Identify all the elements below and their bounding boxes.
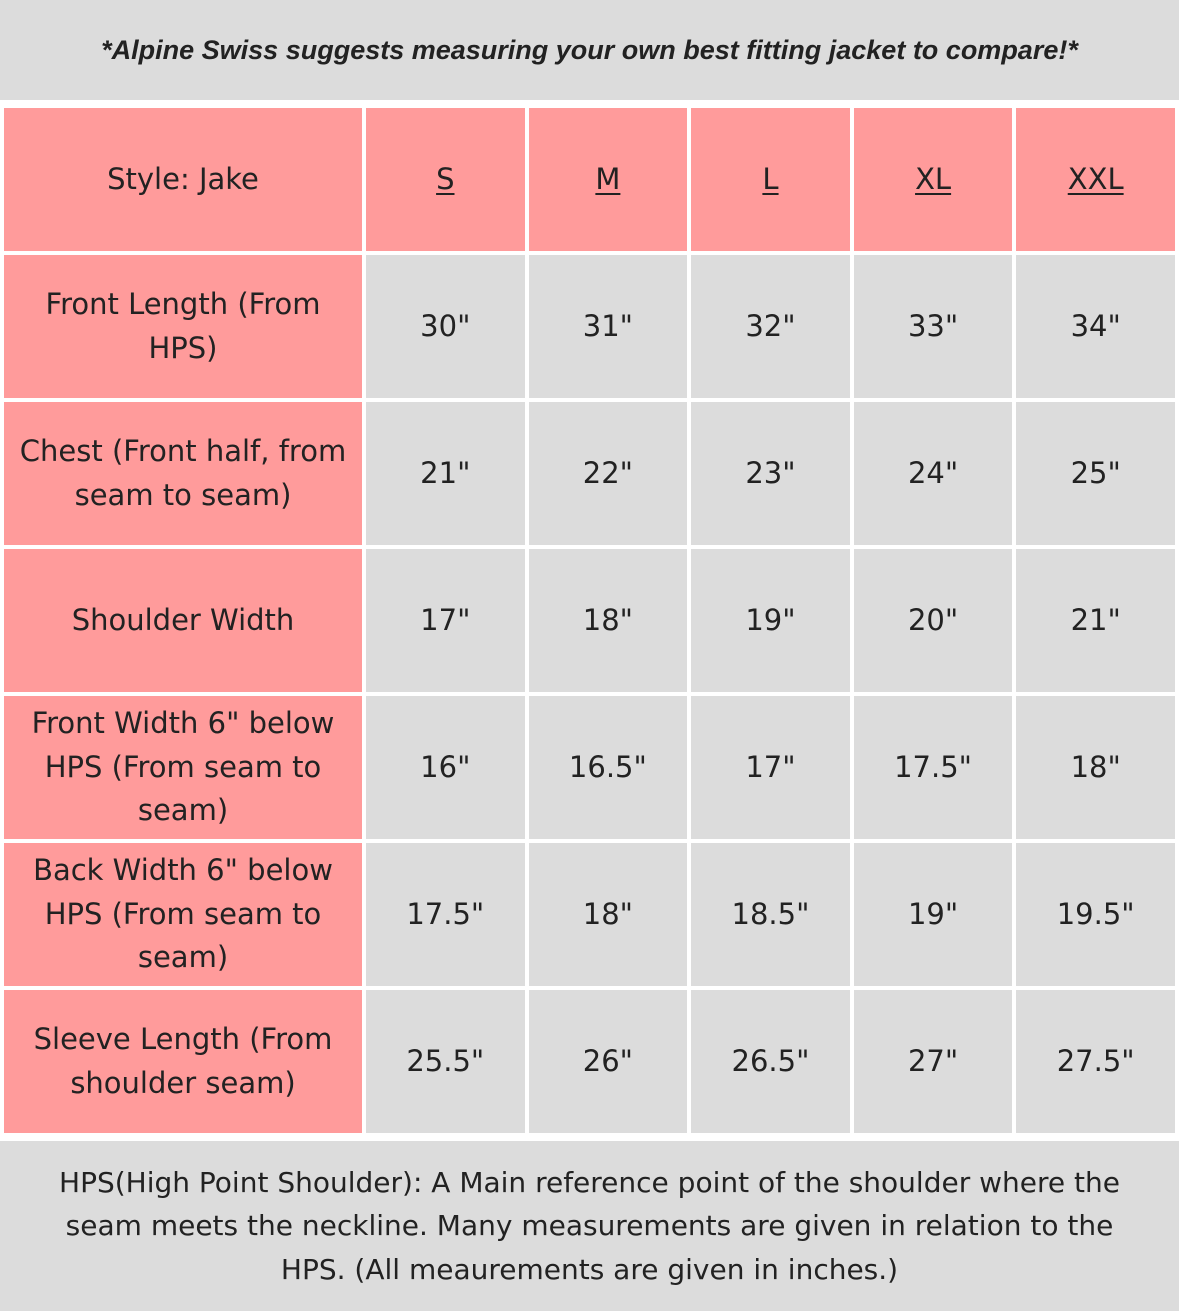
table-cell: 22" — [527, 400, 690, 547]
table-cell: 19.5" — [1014, 841, 1177, 988]
table-cell: 17.5" — [364, 841, 527, 988]
table-cell: 25.5" — [364, 988, 527, 1135]
table-cell: 21" — [364, 400, 527, 547]
size-header-l: L — [689, 106, 852, 253]
size-header-xl: XL — [852, 106, 1015, 253]
table-cell: 30" — [364, 253, 527, 400]
table-cell: 19" — [852, 841, 1015, 988]
size-header-m: M — [527, 106, 690, 253]
table-cell: 17" — [689, 694, 852, 841]
table-row — [2, 253, 1177, 400]
size-header-s: S — [364, 106, 527, 253]
table-row — [2, 988, 1177, 1135]
size-table — [0, 104, 1179, 1137]
table-cell: 24" — [852, 400, 1015, 547]
table-cell: 26.5" — [689, 988, 852, 1135]
table-cell: 34" — [1014, 253, 1177, 400]
table-cell: 27.5" — [1014, 988, 1177, 1135]
table-cell: 16" — [364, 694, 527, 841]
table-cell: 21" — [1014, 547, 1177, 694]
table-row — [2, 400, 1177, 547]
row-label: Back Width 6" below HPS (From seam to seam) — [2, 841, 364, 988]
table-row — [2, 694, 1177, 841]
table-cell: 20" — [852, 547, 1015, 694]
table-cell: 26" — [527, 988, 690, 1135]
table-cell: 27" — [852, 988, 1015, 1135]
table-cell: 31" — [527, 253, 690, 400]
table-row — [2, 547, 1177, 694]
table-row — [2, 841, 1177, 988]
row-label: Front Width 6" below HPS (From seam to seam) — [2, 694, 364, 841]
table-cell: 16.5" — [527, 694, 690, 841]
table-cell: 18" — [527, 841, 690, 988]
size-header-xxl: XXL — [1014, 106, 1177, 253]
table-cell: 19" — [689, 547, 852, 694]
style-label: Style: Jake — [2, 106, 364, 253]
table-cell: 25" — [1014, 400, 1177, 547]
header-row — [2, 106, 1177, 253]
table-cell: 18.5" — [689, 841, 852, 988]
row-label: Chest (Front half, from seam to seam) — [2, 400, 364, 547]
table-cell: 23" — [689, 400, 852, 547]
table-cell: 17.5" — [852, 694, 1015, 841]
row-label: Front Length (From HPS) — [2, 253, 364, 400]
row-label: Shoulder Width — [2, 547, 364, 694]
table-cell: 32" — [689, 253, 852, 400]
table-cell: 33" — [852, 253, 1015, 400]
row-label: Sleeve Length (From shoulder seam) — [2, 988, 364, 1135]
table-cell: 17" — [364, 547, 527, 694]
table-cell: 18" — [527, 547, 690, 694]
measuring-tip: *Alpine Swiss suggests measuring your own best fitting jacket to compare!* — [0, 0, 1179, 104]
table-cell: 18" — [1014, 694, 1177, 841]
hps-footnote: HPS(High Point Shoulder): A Main reference point of the shoulder where the seam meets the neckline. Many measurements are given in relation to the HPS. (All meaurements are given in inches.) — [0, 1137, 1179, 1311]
